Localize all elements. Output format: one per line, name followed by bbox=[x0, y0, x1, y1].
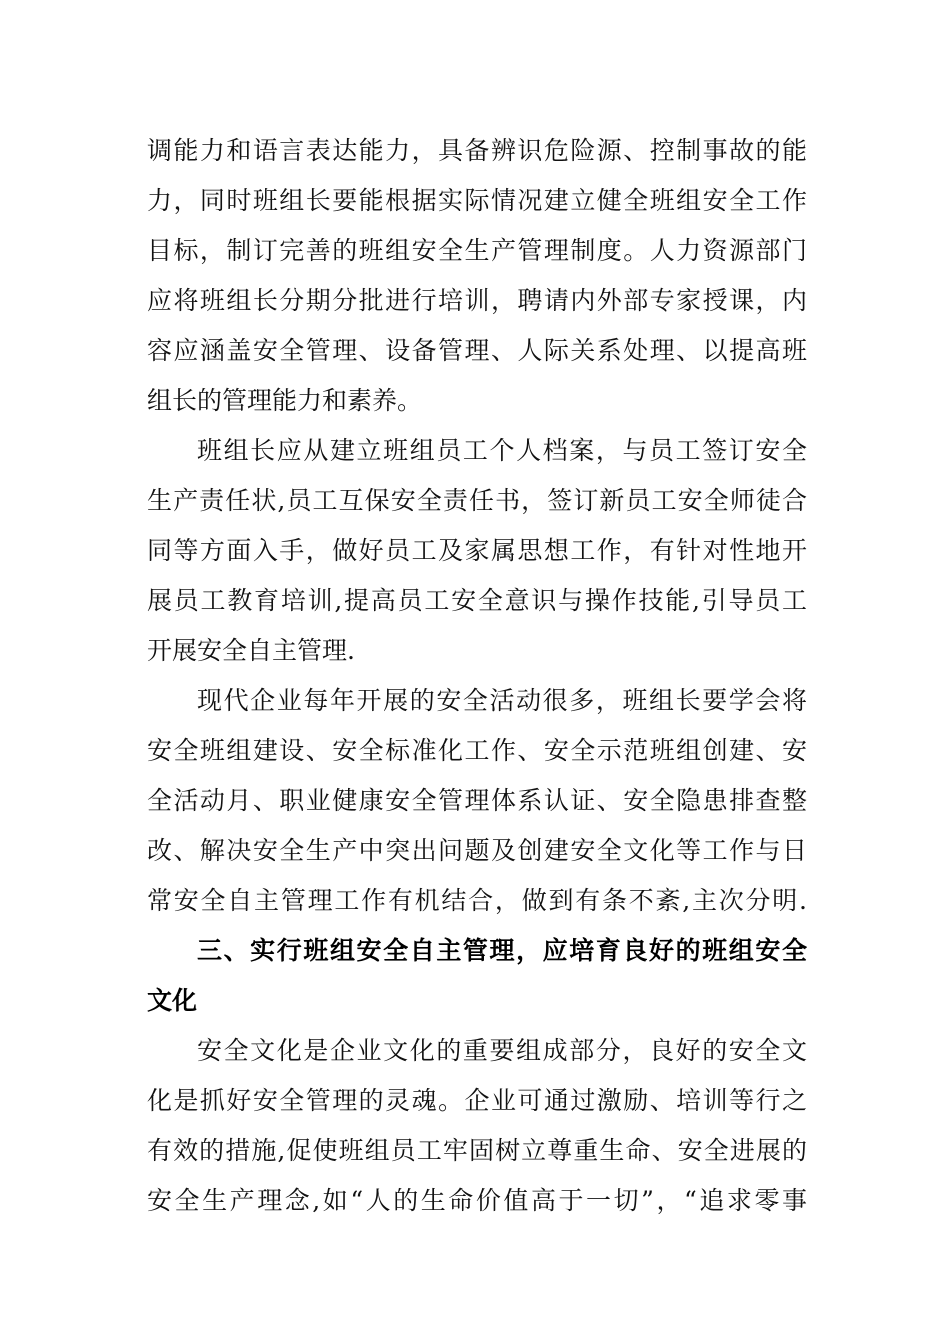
text-line: 开展安全自主管理. bbox=[147, 636, 355, 665]
paragraph bbox=[147, 126, 807, 426]
paragraph bbox=[147, 426, 807, 676]
text-line: 全活动月、职业健康安全管理体系认证、安全隐患排查整 bbox=[147, 786, 807, 815]
text-line: 展员工教育培训,提高员工安全意识与操作技能,引导员工 bbox=[147, 586, 807, 615]
document-body bbox=[147, 126, 807, 1226]
text-line: 应将班组长分期分批进行培训，聘请内外部专家授课，内 bbox=[147, 286, 807, 315]
paragraph bbox=[147, 676, 807, 926]
text-line: 改、解决安全生产中突出问题及创建安全文化等工作与日 bbox=[147, 836, 807, 865]
section-heading bbox=[147, 926, 807, 1026]
text-line: 容应涵盖安全管理、设备管理、人际关系处理、以提高班 bbox=[147, 336, 807, 365]
text-line: 同等方面入手，做好员工及家属思想工作，有针对性地开 bbox=[147, 536, 807, 565]
heading-line: 文化 bbox=[147, 986, 198, 1015]
text-line: 有效的措施,促使班组员工牢固树立尊重生命、安全进展的 bbox=[147, 1136, 807, 1165]
text-line: 化是抓好安全管理的灵魂。企业可通过激励、培训等行之 bbox=[147, 1086, 807, 1115]
text-line: 调能力和语言表达能力，具备辨识危险源、控制事故的能 bbox=[147, 136, 807, 165]
heading-line: 三、实行班组安全自主管理，应培育良好的班组安全 bbox=[197, 936, 807, 965]
text-line: 力，同时班组长要能根据实际情况建立健全班组安全工作 bbox=[147, 186, 807, 215]
text-line: 安全文化是企业文化的重要组成部分，良好的安全文 bbox=[197, 1036, 807, 1065]
text-line: 安全生产理念,如“人的生命价值高于一切”，“追求零事 bbox=[147, 1186, 807, 1215]
text-line: 现代企业每年开展的安全活动很多，班组长要学会将 bbox=[197, 686, 807, 715]
text-line: 组长的管理能力和素养。 bbox=[147, 386, 423, 415]
paragraph bbox=[147, 1026, 807, 1226]
text-line: 常安全自主管理工作有机结合，做到有条不紊,主次分明. bbox=[147, 886, 807, 915]
text-line: 安全班组建设、安全标准化工作、安全示范班组创建、安 bbox=[147, 736, 807, 765]
text-line: 目标，制订完善的班组安全生产管理制度。人力资源部门 bbox=[147, 236, 807, 265]
text-line: 班组长应从建立班组员工个人档案，与员工签订安全 bbox=[197, 436, 807, 465]
text-line: 生产责任状,员工互保安全责任书，签订新员工安全师徒合 bbox=[147, 486, 807, 515]
